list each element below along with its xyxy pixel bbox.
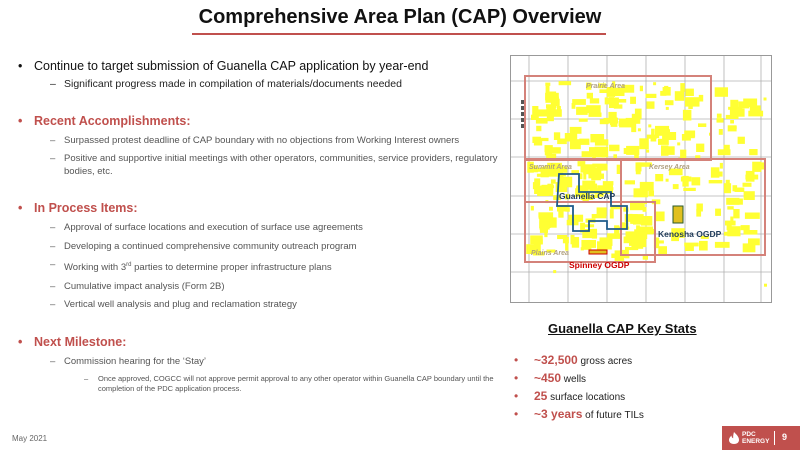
- road-marker: [521, 100, 524, 128]
- acreage-block: [715, 242, 730, 248]
- kersey-area-label: Kersey Area: [649, 164, 690, 171]
- acreage-block: [546, 92, 556, 98]
- recent-item: – Positive and supportive initial meetings with other operators, communities, service providers, regulatory bodies, etc.: [50, 153, 498, 177]
- acreage-block: [549, 207, 553, 211]
- acreage-block: [579, 139, 589, 145]
- acreage-block: [690, 247, 693, 250]
- acreage-block: [658, 246, 667, 255]
- acreage-block: [554, 132, 560, 140]
- acreage-block: [585, 185, 588, 188]
- acreage-block: [764, 284, 767, 287]
- acreage-block: [570, 127, 582, 134]
- acreage-block: [609, 145, 619, 152]
- acreage-block: [729, 199, 743, 205]
- acreage-block: [730, 120, 734, 124]
- logo-text: PDC ENERGY: [742, 431, 770, 445]
- recent-item: – Surpassed protest deadline of CAP boundary with no objections from Working Interest owners: [50, 134, 460, 146]
- acreage-block: [727, 206, 733, 209]
- acreage-block: [552, 147, 561, 153]
- acreage-block: [610, 187, 613, 190]
- acreage-block: [698, 123, 706, 127]
- acreage-block: [635, 109, 642, 119]
- acreage-block: [682, 176, 688, 187]
- map-svg: [511, 56, 772, 303]
- acreage-block: [673, 184, 679, 189]
- acreage-block: [640, 182, 654, 191]
- pdc-energy-logo: [722, 426, 800, 450]
- acreage-block: [724, 145, 730, 150]
- stat-item: • ~450 wells: [514, 371, 587, 385]
- acreage-block: [696, 144, 704, 152]
- acreage-block: [745, 175, 758, 180]
- cap-map: [510, 55, 772, 303]
- acreage-block: [646, 94, 657, 98]
- acreage-block: [629, 214, 632, 221]
- acreage-block: [653, 82, 656, 85]
- acreage-block: [565, 133, 577, 142]
- stats-title: Guanella CAP Key Stats: [548, 321, 697, 336]
- process-item: – Developing a continued comprehensive community outreach program: [50, 240, 357, 252]
- acreage-block: [625, 247, 638, 250]
- milestone-item: – Commission hearing for the ‘Stay’: [50, 355, 207, 367]
- acreage-block: [550, 217, 557, 227]
- acreage-block: [724, 232, 736, 236]
- acreage-block: [545, 83, 550, 86]
- acreage-block: [744, 230, 758, 235]
- acreage-block: [711, 167, 720, 177]
- bullet-main: • Continue to target submission of Guanella CAP application by year-end: [18, 59, 429, 73]
- acreage-block: [730, 100, 738, 109]
- acreage-block: [648, 124, 651, 127]
- acreage-block: [545, 214, 549, 219]
- acreage-block: [743, 183, 752, 187]
- acreage-block: [661, 92, 664, 95]
- acreage-block: [559, 81, 572, 85]
- acreage-block: [614, 225, 619, 236]
- acreage-block: [542, 138, 549, 141]
- acreage-block: [655, 174, 663, 181]
- acreage-block: [715, 87, 728, 97]
- acreage-block: [531, 206, 534, 211]
- acreage-block: [743, 243, 756, 252]
- footer-date: May 2021: [12, 434, 48, 443]
- stat-item: • ~32,500 gross acres: [514, 353, 633, 367]
- process-item: – Approval of surface locations and execution of surface use agreements: [50, 222, 363, 233]
- acreage-block: [536, 126, 541, 131]
- acreage-block: [583, 165, 595, 174]
- acreage-block: [718, 149, 731, 155]
- acreage-block: [719, 129, 723, 135]
- acreage-block: [551, 179, 556, 183]
- guanella-cap-label: Guanella CAP: [559, 191, 616, 201]
- acreage-block: [590, 98, 599, 103]
- spinney-ogdp-label: Spinney OGDP: [569, 260, 630, 270]
- acreage-block: [738, 137, 745, 144]
- acreage-block: [614, 104, 623, 108]
- process-item: – Working with 3rd parties to determine proper infrastructure plans: [50, 259, 332, 274]
- acreage-block: [638, 128, 641, 131]
- acreage-block: [646, 150, 649, 153]
- acreage-block: [699, 241, 708, 251]
- acreage-block: [683, 110, 692, 121]
- acreage-block: [685, 89, 694, 96]
- acreage-block: [626, 146, 639, 155]
- acreage-block: [631, 238, 646, 247]
- acreage-block: [641, 204, 644, 209]
- title-underline: [192, 33, 606, 35]
- acreage-block: [587, 93, 593, 99]
- acreage-block: [534, 138, 542, 145]
- acreage-block: [745, 213, 760, 219]
- acreage-block: [725, 221, 736, 226]
- page-number: 9: [782, 432, 788, 442]
- process-heading: • In Process Items:: [18, 201, 138, 215]
- acreage-block: [651, 129, 655, 135]
- acreage-block: [600, 119, 609, 124]
- acreage-block: [683, 188, 696, 191]
- acreage-block: [556, 97, 559, 100]
- bullet-list: [18, 58, 498, 394]
- acreage-block: [576, 185, 584, 189]
- acreage-block: [534, 239, 543, 244]
- stat-item: • 25 surface locations: [514, 389, 626, 403]
- acreage-block: [661, 145, 669, 155]
- acreage-block: [625, 180, 635, 184]
- logo-divider: [774, 431, 775, 445]
- acreage-block: [610, 122, 613, 125]
- milestone-sub: – Once approved, COGCC will not approve permit approval to any other operator within Guanella CAP boundary until the completion of the PDC application process.: [84, 374, 494, 394]
- acreage-block: [603, 181, 614, 185]
- acreage-block: [572, 237, 579, 248]
- acreage-block: [685, 97, 700, 106]
- acreage-block: [536, 118, 548, 124]
- process-item: – Cumulative impact analysis (Form 2B): [50, 280, 225, 292]
- acreage-block: [581, 247, 584, 250]
- acreage-block: [640, 86, 643, 92]
- prairie-area-label: Prairie Area: [586, 83, 626, 90]
- acreage-block: [620, 90, 623, 93]
- acreage-block: [666, 179, 669, 182]
- acreage-block: [730, 109, 745, 117]
- plains-area-label: Plains Area: [531, 250, 569, 257]
- acreage-block: [586, 105, 601, 113]
- acreage-block: [715, 209, 721, 216]
- acreage-block: [696, 209, 701, 217]
- acreage-block: [605, 97, 609, 104]
- acreage-block: [655, 212, 664, 222]
- acreage-block: [557, 106, 561, 110]
- acreage-block: [648, 191, 654, 197]
- acreage-block: [636, 167, 641, 175]
- acreage-block: [602, 155, 605, 158]
- acreage-block: [540, 227, 548, 233]
- acreage-block: [734, 126, 737, 129]
- process-item: – Vertical well analysis and plug and reclamation strategy: [50, 299, 297, 311]
- acreage-block: [717, 114, 722, 118]
- acreage-block: [636, 225, 640, 233]
- acreage-block: [720, 163, 723, 169]
- acreage-block: [749, 149, 757, 155]
- spinney-ogdp-marker: [589, 250, 607, 254]
- acreage-block: [582, 151, 593, 157]
- acreage-block: [680, 83, 685, 92]
- kenosha-ogdp-marker: [673, 206, 683, 223]
- stats-list: [514, 352, 774, 424]
- acreage-block: [744, 191, 755, 200]
- acreage-block: [631, 123, 636, 132]
- acreage-block: [709, 180, 723, 183]
- acreage-block: [576, 107, 588, 115]
- acreage-block: [581, 240, 596, 248]
- summit-area-label: Summit Area: [529, 164, 572, 171]
- acreage-block: [666, 107, 669, 110]
- acreage-block: [677, 142, 680, 145]
- acreage-block: [610, 209, 614, 218]
- acreage-block: [600, 237, 613, 246]
- acreage-block: [542, 185, 553, 195]
- acreage-block: [688, 132, 695, 138]
- acreage-block: [579, 118, 588, 121]
- acreage-block: [764, 98, 767, 101]
- acreage-block: [741, 225, 750, 230]
- acreage-block: [665, 100, 674, 105]
- acreage-block: [658, 140, 661, 143]
- acreage-block: [756, 168, 759, 171]
- acreage-block: [717, 118, 724, 123]
- acreage-block: [617, 165, 621, 174]
- acreage-block: [630, 97, 636, 104]
- acreage-block: [563, 237, 569, 243]
- acreage-block: [619, 121, 623, 126]
- acreage-block: [662, 132, 676, 140]
- acreage-block: [547, 113, 554, 121]
- stat-item: • ~3 years of future TILs: [514, 407, 644, 421]
- acreage-block: [553, 270, 556, 273]
- bullet-main-sub: – Significant progress made in compilation of materials/documents needed: [50, 78, 402, 90]
- acreage-block: [684, 243, 699, 247]
- acreage-block: [692, 177, 701, 185]
- acreage-block: [743, 99, 757, 108]
- acreage-block: [733, 209, 739, 218]
- acreage-block: [680, 150, 686, 159]
- milestone-heading: • Next Milestone:: [18, 334, 127, 349]
- recent-heading: • Recent Accomplishments:: [18, 113, 191, 128]
- flame-icon: [728, 432, 740, 444]
- acreage-block: [572, 99, 586, 105]
- acreage-block: [733, 185, 738, 191]
- acreage-block: [589, 113, 602, 117]
- kenosha-ogdp-label: Kenosha OGDP: [658, 229, 722, 239]
- acreage-block: [639, 138, 649, 149]
- acreage-block: [647, 101, 655, 108]
- acreage-block: [595, 147, 609, 158]
- acreage-block: [726, 180, 730, 189]
- acreage-block: [592, 214, 607, 218]
- page-title: Comprehensive Area Plan (CAP) Overview: [198, 6, 602, 28]
- acreage-block: [675, 91, 684, 101]
- acreage-block: [595, 139, 608, 145]
- acreage-block: [647, 135, 657, 139]
